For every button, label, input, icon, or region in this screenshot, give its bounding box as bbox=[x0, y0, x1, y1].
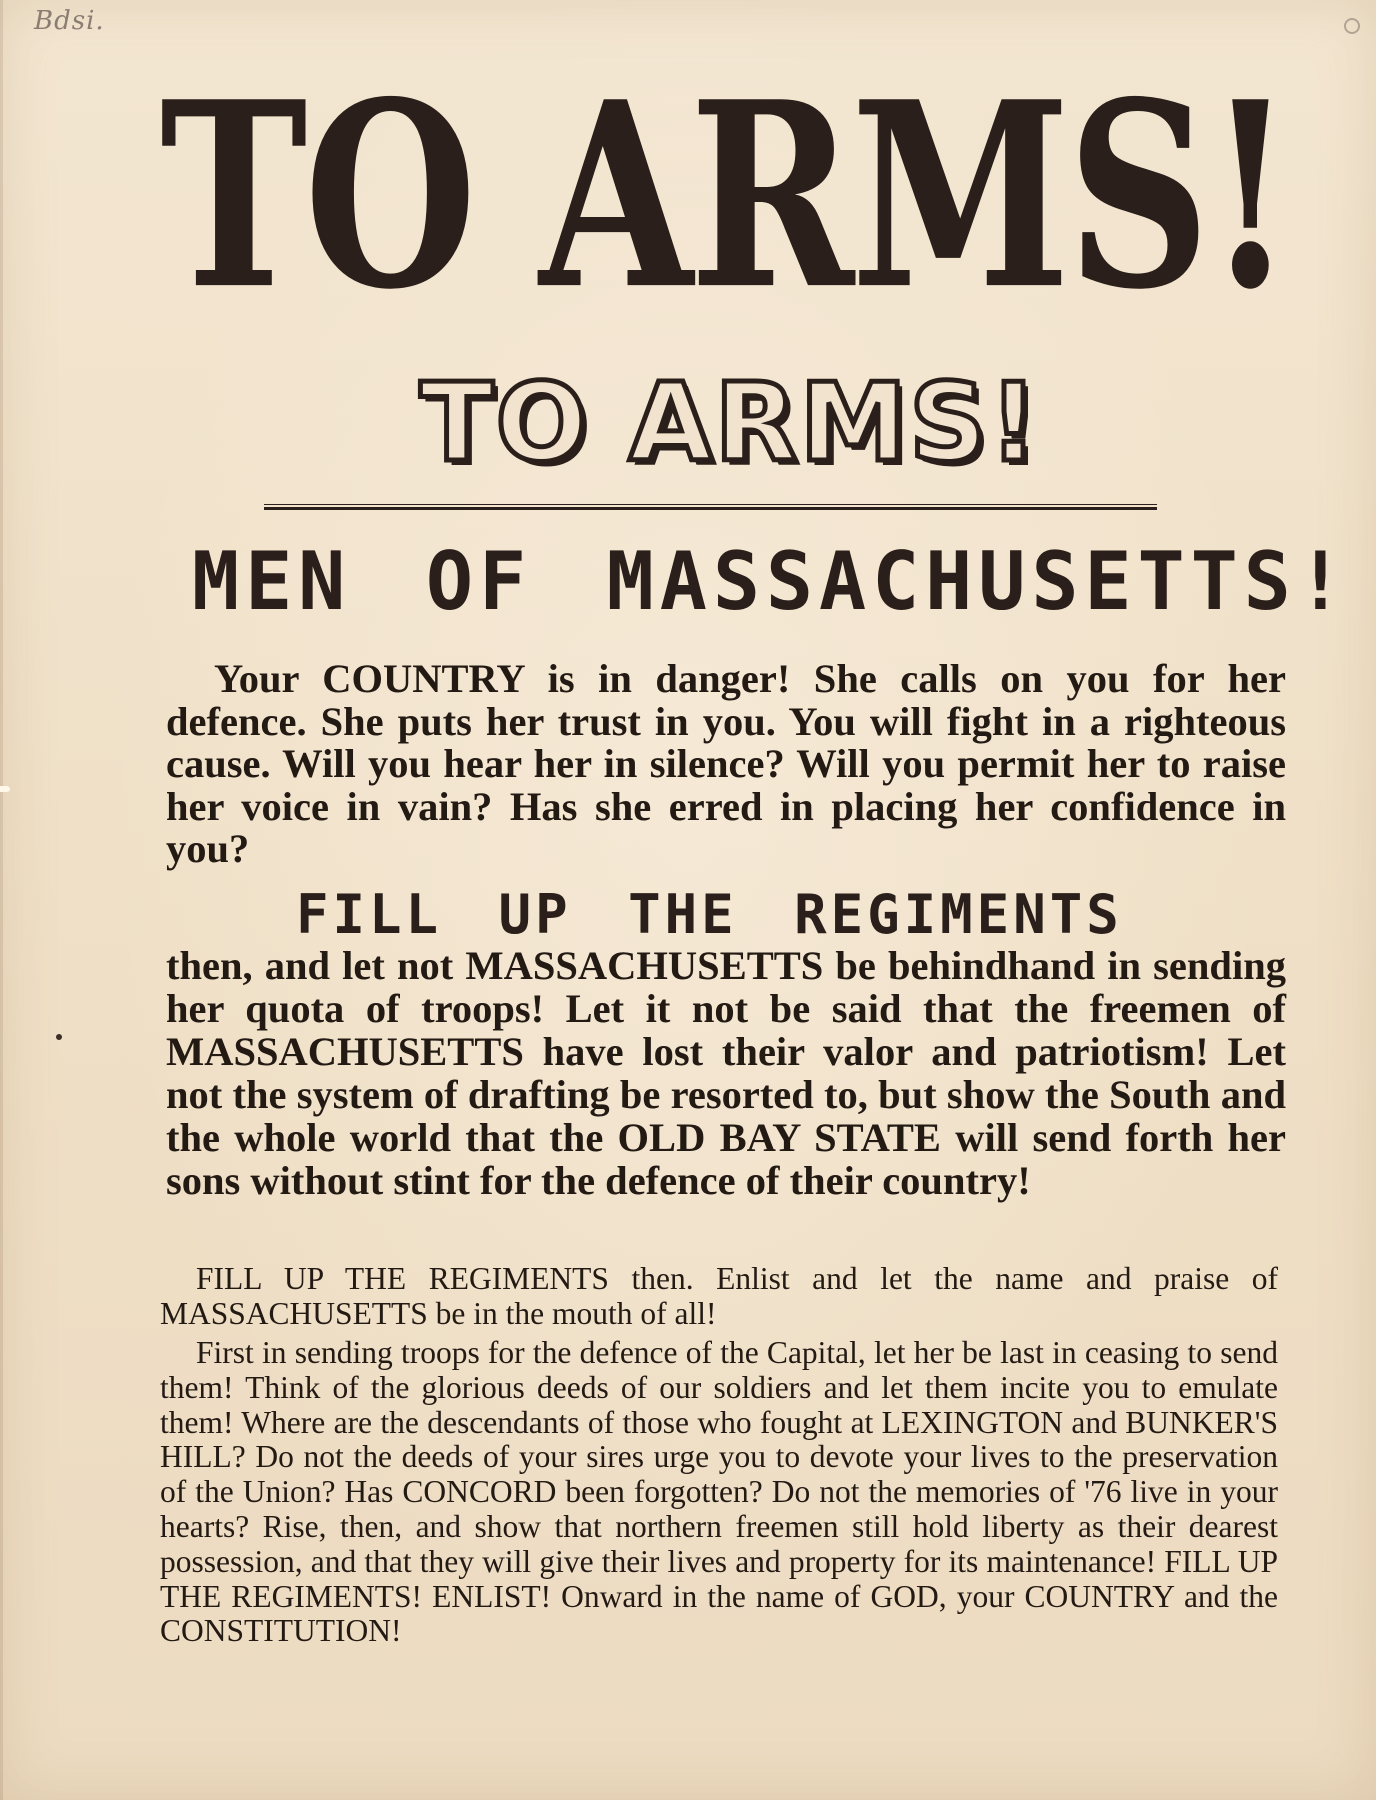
pencil-annotation: Bdsi. bbox=[34, 6, 105, 36]
headline-main: TO ARMS! bbox=[160, 45, 1291, 346]
paper-edge-shadow bbox=[0, 0, 3, 1800]
ink-speck bbox=[56, 1034, 62, 1040]
paragraph-enlist: FILL UP THE REGIMENTS then. Enlist and let the name and praise of MASSACHUSETTS be in the mouth of all! bbox=[160, 1261, 1278, 1331]
paper-edge-tear bbox=[0, 786, 10, 792]
paragraph-appeal: Your COUNTRY is in danger! She calls on you for her defence. She puts her trust in you. You will fight in a righteous cause. Will you hear her in silence? Will you permit her to raise her voice in vain? Has she erred in placing her confidence in you? bbox=[166, 656, 1286, 871]
rule-thin-line bbox=[264, 504, 1157, 505]
paragraph-closing: First in sending troops for the defence of the Capital, let her be last in ceasing to send them! Think of the glorious deeds of our soldiers and let them incite you to emulate them! Where are the descendants of those who fought at LEXINGTON and BUNKER'S HILL? Do not the deeds of your sires urge you to devote your lives to the preservation of the Union? Has CONCORD been forgotten? Do not the memories of '76 live in your hearts? Rise, then, and show that northern freemen still hold liberty as their dearest possession, and that they will give their lives and property for its maintenance! FILL UP THE REGIMENTS! ENLIST! Onward in the name of GOD, your COUNTRY and the CONSTITUTION! bbox=[160, 1335, 1278, 1649]
rule-thick-line bbox=[264, 507, 1157, 510]
double-rule-divider bbox=[264, 504, 1157, 511]
headline-secondary: TO ARMS! bbox=[419, 361, 1041, 486]
paragraph-call-to-action: then, and let not MASSACHUSETTS be behindhand in sending her quota of troops! Let it not be said that the freemen of MASSACHUSETTS have lost their valor and patriotism! Let not the system of drafting be resorted to, but show the South and the whole world that the OLD BAY STATE will send forth her sons without stint for the defence of their country! bbox=[166, 943, 1286, 1203]
corner-stamp-mark bbox=[1344, 18, 1360, 34]
callout-heading: FILL UP THE REGIMENTS bbox=[296, 883, 1123, 946]
subheading: MEN OF MASSACHUSETTS! bbox=[192, 535, 1350, 628]
